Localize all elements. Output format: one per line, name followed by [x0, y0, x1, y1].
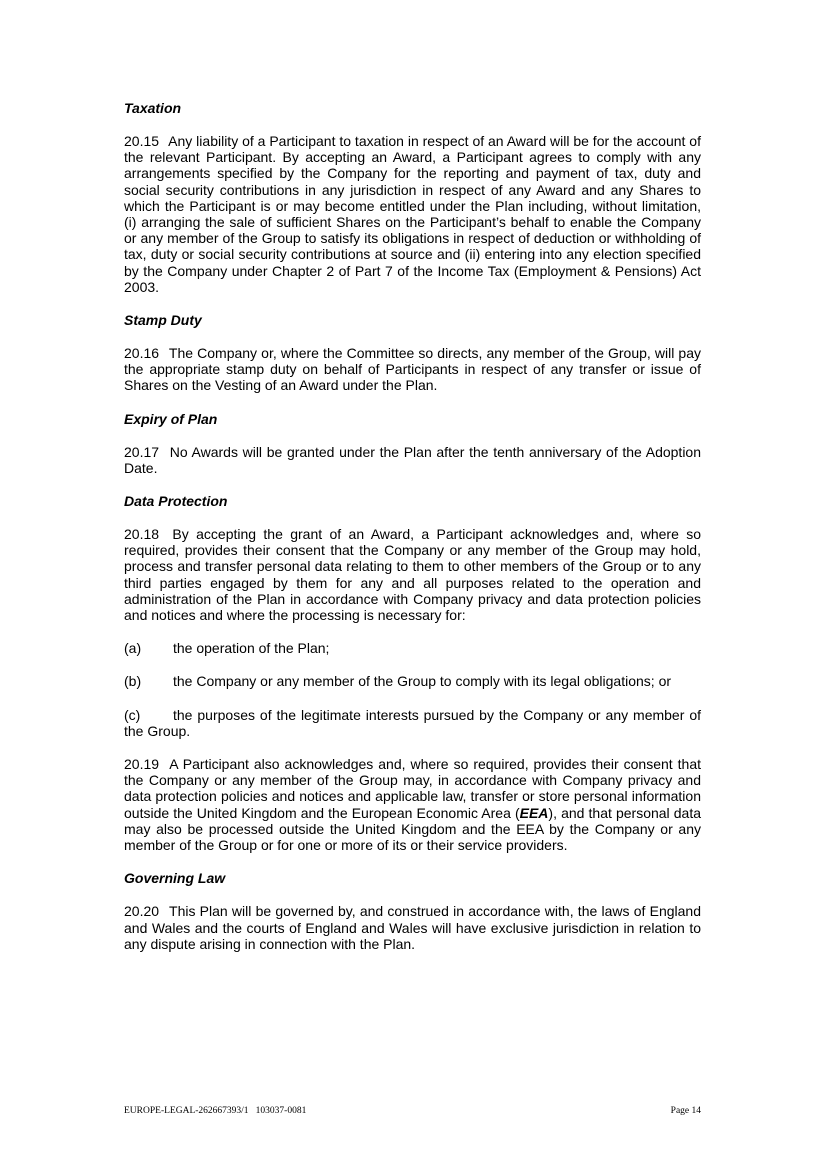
- clause-text-after: ), and that personal data may also be processed outside the United Kingdom and the EEA by the Company or any member of the Group or for one or more of its or their service providers.: [124, 804, 701, 854]
- document-body: [124, 100, 701, 969]
- heading-stamp-duty: Stamp Duty: [124, 312, 202, 329]
- clause-20-18: [124, 526, 701, 623]
- clause-20-15: [124, 133, 701, 295]
- clause-20-20: [124, 903, 701, 952]
- clause-number: 20.16: [124, 345, 160, 362]
- list-item-text: the operation of the Plan;: [173, 640, 330, 657]
- clause-text: By accepting the grant of an Award, a Participant acknowledges and, where so required, provides their consent that the Company or any member of the Group may hold, process and transfer personal data relating to them to other members of the Group or to any third parties engaged by them for any and all purposes related to the operation and administration of the Plan in accordance with Company privacy and data protection policies and notices and where the processing is necessary for:: [124, 526, 702, 624]
- clause-20-16: [124, 345, 701, 394]
- list-marker: (c): [124, 706, 141, 723]
- defined-term-eea: EEA: [519, 804, 549, 821]
- document-reference: EUROPE-LEGAL-262667393/1 103037-0081: [124, 1106, 307, 1116]
- heading-expiry-of-plan: Expiry of Plan: [124, 410, 218, 427]
- clause-text: Any liability of a Participant to taxation in respect of an Award will be for the account of the relevant Participant. By accepting an Award, a Participant agrees to comply with any arrangements specified by the Company for the reporting and payment of tax, duty and social security contributions in any jurisdiction in respect of any Award and any Shares to which the Participant is or may become entitled under the Plan including, without limitation, (i) arranging the sale of sufficient Shares on the Participant’s behalf to enable the Company or any member of the Group to satisfy its obligations in respect of deduction or withholding of tax, duty or social security contributions at source and (ii) entering into any election specified by the Company under Chapter 2 of Part 7 of the Income Tax (Employment & Pensions) Act 2003.: [124, 133, 701, 295]
- clause-text: This Plan will be governed by, and construed in accordance with, the laws of England and Wales and the courts of England and Wales will have exclusive jurisdiction in relation to any dispute arising in connection with the Plan.: [124, 903, 701, 952]
- clause-text: The Company or, where the Committee so directs, any member of the Group, will pay the appropriate stamp duty on behalf of Participants in respect of any transfer or issue of Shares on the Vesting of an Award under the Plan.: [124, 345, 701, 394]
- list-item-a: [124, 640, 701, 656]
- clause-number: 20.17: [124, 443, 160, 460]
- list-marker: (a): [124, 640, 142, 657]
- clause-text-before: A Participant also acknowledges and, where so required, provides their consent that the Company or any member of the Group may, in accordance with Company privacy and data protection policies and notices and applicable law, transfer or store personal information outside the United Kingdom and the European Economic Area (: [124, 756, 701, 821]
- page-number: Page 14: [670, 1106, 701, 1116]
- heading-governing-law: Governing Law: [124, 870, 226, 887]
- heading-taxation: Taxation: [124, 100, 182, 116]
- list-item-c: [124, 707, 701, 739]
- clause-20-17: [124, 444, 701, 476]
- list-item-text: the Company or any member of the Group to comply with its legal obligations; or: [173, 673, 672, 690]
- clause-text: No Awards will be granted under the Plan after the tenth anniversary of the Adoption Date.: [124, 443, 702, 476]
- clause-number: 20.15: [124, 133, 160, 149]
- clause-number: 20.19: [124, 756, 160, 773]
- list-marker: (b): [124, 673, 142, 690]
- clause-20-19: [124, 756, 701, 853]
- list-item-b: [124, 673, 701, 689]
- heading-data-protection: Data Protection: [124, 493, 228, 510]
- clause-number: 20.18: [124, 526, 160, 543]
- clause-number: 20.20: [124, 903, 160, 920]
- list-item-text: the purposes of the legitimate interests pursued by the Company or any member of the Group.: [124, 706, 701, 739]
